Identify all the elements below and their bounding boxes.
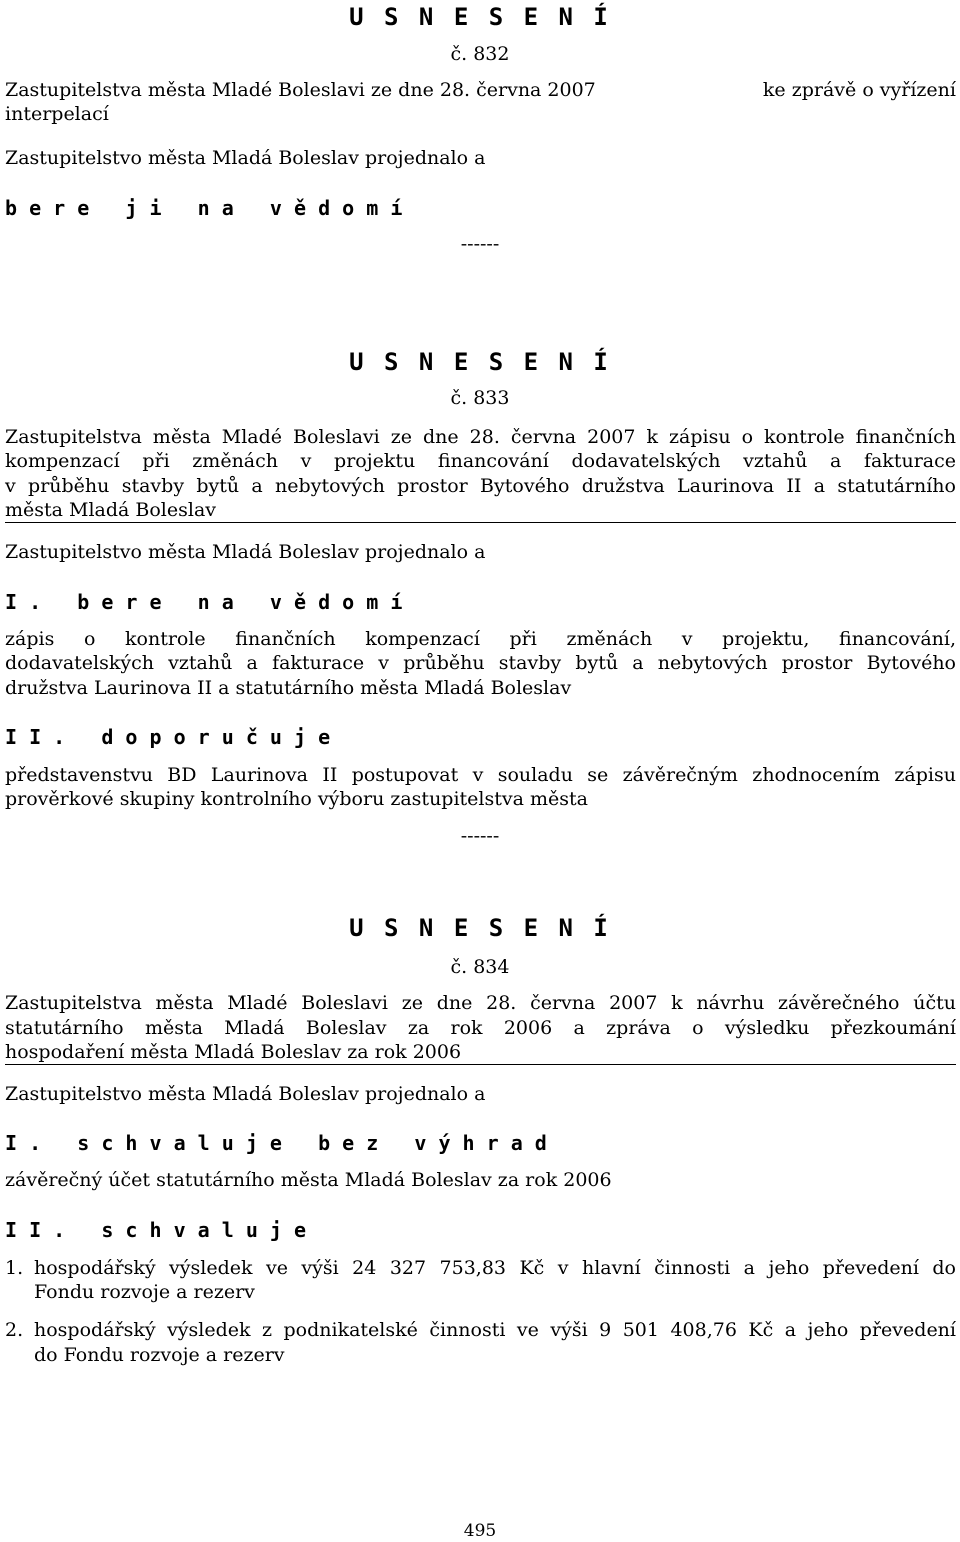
resolution-833-text-1: družstva Laurinova II a statutárního města Mladá Boleslav — [5, 677, 572, 699]
resolution-832-intro-cont: interpelací — [5, 103, 109, 125]
list-item-number: 2. — [5, 1319, 24, 1341]
divider — [5, 522, 956, 523]
resolution-833-number: č. 833 — [450, 387, 510, 409]
resolution-834-intro-line: hospodaření města Mladá Boleslav za rok 2006 — [5, 1041, 462, 1063]
page-number: 495 — [463, 1521, 497, 1541]
resolution-834-action-1: I . s c h v a l u j e b e z v ý h r a d — [5, 1131, 547, 1155]
resolution-833-intro-line: města Mladá Boleslav — [5, 499, 217, 521]
resolution-833-text-1: zápis o kontrole finančních kompenzací při změnách v projektu, financování, — [5, 628, 956, 650]
resolution-834-heading: U S N E S E N Í — [349, 914, 611, 942]
resolution-833-discussed: Zastupitelstvo města Mladá Boleslav projednalo a — [5, 541, 486, 563]
resolution-834-intro-line: statutárního města Mladá Boleslav za rok 2006 a zpráva o výsledku přezkoumání — [5, 1017, 956, 1039]
list-item: hospodářský výsledek ve výši 24 327 753,83 Kč v hlavní činnosti a jeho převedení do — [34, 1257, 956, 1279]
resolution-833-intro-line: v průběhu stavby bytů a nebytových prostor Bytového družstva Laurinova II a statutárního — [5, 475, 956, 497]
resolution-833-text-2: prověrkové skupiny kontrolního výboru zastupitelstva města — [5, 788, 588, 810]
resolution-834-intro-line: Zastupitelstva města Mladé Boleslavi ze dne 28. června 2007 k návrhu závěrečného účtu — [5, 992, 956, 1014]
list-item: do Fondu rozvoje a rezerv — [34, 1344, 285, 1366]
divider — [5, 1064, 956, 1065]
resolution-832-intro: Zastupitelstva města Mladé Boleslavi ze dne 28. června 2007 — [5, 79, 596, 101]
resolution-832-discussed: Zastupitelstvo města Mladá Boleslav projednalo a — [5, 147, 486, 169]
separator: ------ — [460, 233, 500, 255]
resolution-834-text-1: závěrečný účet statutárního města Mladá Boleslav za rok 2006 — [5, 1169, 612, 1191]
list-item: hospodářský výsledek z podnikatelské činnosti ve výši 9 501 408,76 Kč a jeho převedení — [34, 1319, 956, 1341]
resolution-832-number: č. 832 — [450, 43, 510, 65]
resolution-833-text-1: dodavatelských vztahů a fakturace v průběhu stavby bytů a nebytových prostor Bytového — [5, 652, 956, 674]
separator: ------ — [460, 825, 500, 847]
list-item-number: 1. — [5, 1257, 24, 1279]
resolution-834-discussed: Zastupitelstvo města Mladá Boleslav projednalo a — [5, 1083, 486, 1105]
resolution-832-intro-subject: ke zprávě o vyřízení — [762, 79, 956, 101]
resolution-833-intro-line: kompenzací při změnách v projektu financování dodavatelských vztahů a fakturace — [5, 450, 956, 472]
resolution-833-action-2: I I . d o p o r u č u j e — [5, 725, 331, 749]
resolution-833-text-2: představenstvu BD Laurinova II postupovat v souladu se závěrečným zhodnocením zápisu — [5, 764, 956, 786]
resolution-834-number: č. 834 — [450, 956, 510, 978]
resolution-833-heading: U S N E S E N Í — [349, 348, 611, 376]
resolution-834-action-2: I I . s c h v a l u j e — [5, 1218, 307, 1242]
list-item: Fondu rozvoje a rezerv — [34, 1281, 255, 1303]
resolution-832-action: b e r e j i n a v ě d o m í — [5, 196, 403, 220]
resolution-832-heading: U S N E S E N Í — [349, 3, 611, 31]
resolution-833-action-1: I . b e r e n a v ě d o m í — [5, 590, 403, 614]
resolution-833-intro-line: Zastupitelstva města Mladé Boleslavi ze dne 28. června 2007 k zápisu o kontrole finančních — [5, 426, 956, 448]
